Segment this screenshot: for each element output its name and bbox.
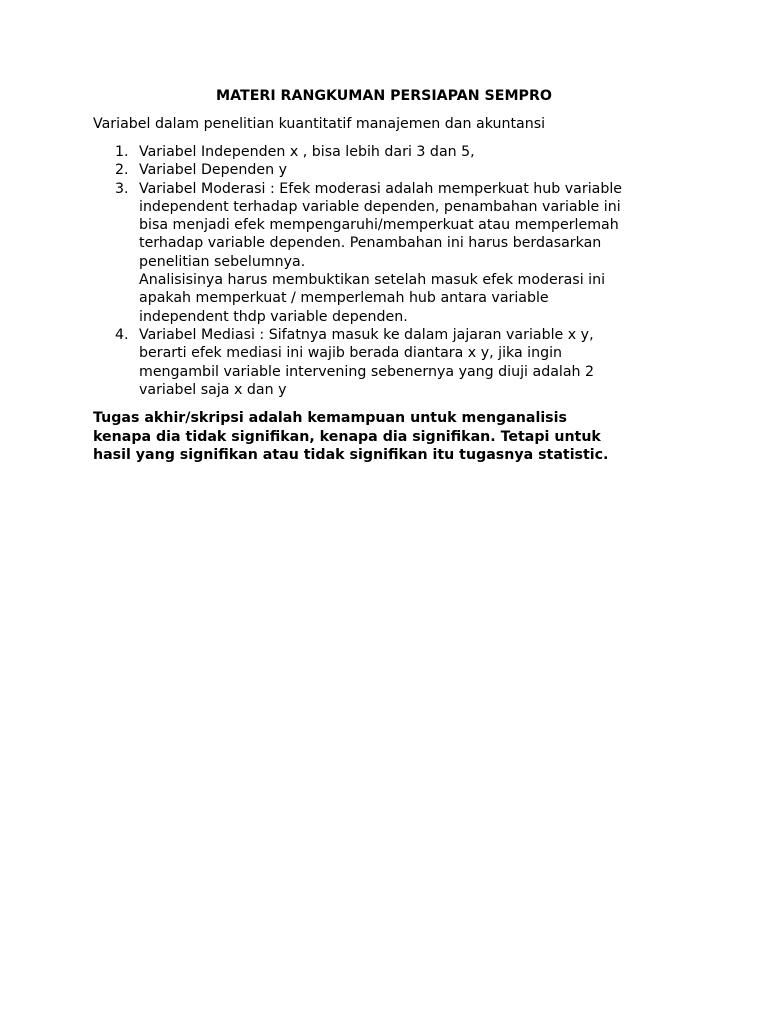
variable-list [93,143,693,399]
conclusion-line: kenapa dia tidak signifikan, kenapa dia signifikan. Tetapi untuk [93,428,601,445]
list-item-text: berarti efek mediasi ini wajib berada diantara x y, jika ingin [139,345,563,362]
list-item-text: variabel saja x dan y [139,381,287,398]
list-item-number: 3. [115,180,129,197]
list-item-number: 1. [115,144,129,160]
list-item-text: Variabel Moderasi : Efek moderasi adalah memperkuat hub variable [139,180,623,197]
list-item [93,180,693,326]
list-item-text: Variabel Dependen y [139,162,287,179]
intro-paragraph: Variabel dalam penelitian kuantitatif manajemen dan akuntansi [93,116,546,132]
list-item-text: terhadap variable dependen. Penambahan ini harus berdasarkan [139,235,602,252]
list-item-number: 4. [115,326,129,343]
list-item-text: Analisisinya harus membuktikan setelah masuk efek moderasi ini [139,272,606,289]
list-item-text: independent terhadap variable dependen, penambahan variable ini [139,198,621,215]
document-title: MATERI RANGKUMAN PERSIAPAN SEMPRO [216,88,552,104]
list-item [93,161,693,179]
list-item-number: 2. [115,162,129,179]
list-item-text: Variabel Independen x , bisa lebih dari 3 dan 5, [139,144,475,160]
list-item-text: independent thdp variable dependen. [139,308,408,325]
conclusion-paragraph [93,409,693,465]
conclusion-line: hasil yang signifikan atau tidak signifikan itu tugasnya statistic. [93,447,609,463]
list-item-text: bisa menjadi efek mempengaruhi/memperkuat atau memperlemah [139,217,619,234]
list-item-text: mengambil variable intervening sebenernya yang diuji adalah 2 [139,363,595,380]
list-item-text: apakah memperkuat / memperlemah hub antara variable [139,290,549,307]
list-item [93,143,693,161]
conclusion-line: Tugas akhir/skripsi adalah kemampuan untuk menganalisis [93,410,567,426]
list-item-text: Variabel Mediasi : Sifatnya masuk ke dalam jajaran variable x y, [139,326,594,343]
list-item [93,326,693,399]
list-item-text: penelitian sebelumnya. [139,253,306,270]
